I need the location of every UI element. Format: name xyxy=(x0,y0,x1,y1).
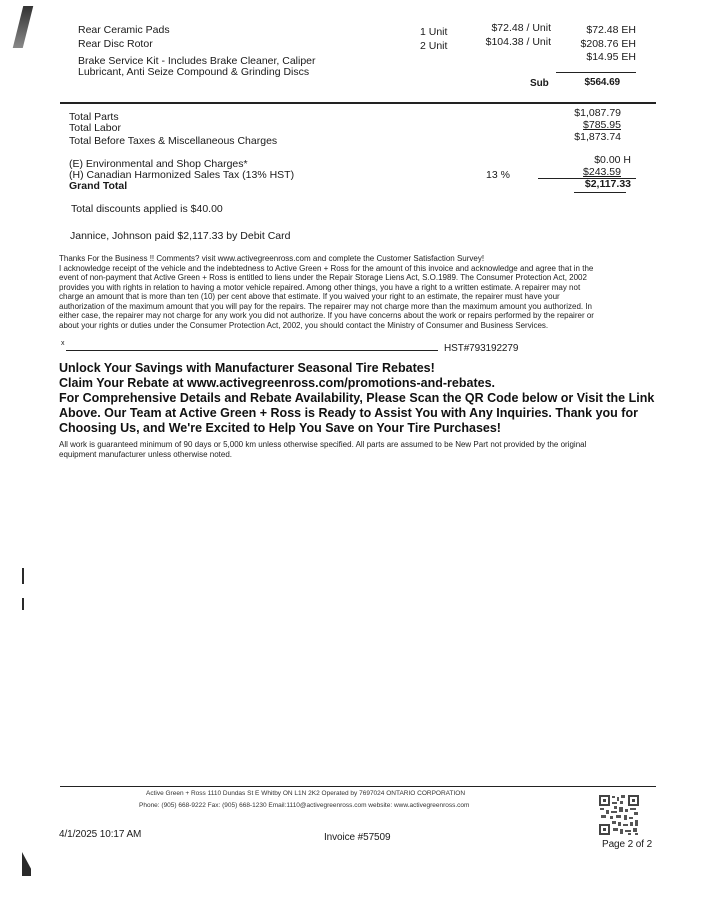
legal-text-block xyxy=(59,254,659,330)
hst-number: HST#793192279 xyxy=(444,343,519,354)
qr-code xyxy=(598,794,640,836)
payment-text: Jannice, Johnson paid $2,117.33 by Debit Card xyxy=(70,230,291,242)
part-description: Brake Service Kit - Includes Brake Cleaner, Caliper xyxy=(78,55,316,67)
total-parts-value: $1,087.79 xyxy=(574,107,621,119)
guarantee-block xyxy=(59,440,659,459)
total-before-taxes-label: Total Before Taxes & Miscellaneous Charges xyxy=(69,135,278,147)
grand-total-value: $2,117.33 xyxy=(584,178,631,190)
guarantee-line: equipment manufacturer unless otherwise noted. xyxy=(59,449,232,459)
promo-line: Above. Our Team at Active Green + Ross is Ready to Assist You with Any Inquiries. Thank you for xyxy=(59,406,638,420)
part-amount: $14.95 EH xyxy=(586,51,636,63)
environmental-charges-value: $0.00 H xyxy=(594,154,631,166)
grand-total-underline xyxy=(574,192,626,193)
hst-label: (H) Canadian Harmonized Sales Tax (13% HST) xyxy=(69,169,295,181)
legal-line: charge an amount that is more than ten (10) per cent above that estimate. If you waived your right to an estimate, the repairer must have your xyxy=(59,292,560,301)
signature-x: x xyxy=(61,340,65,347)
promo-line: Unlock Your Savings with Manufacturer Seasonal Tire Rebates! xyxy=(59,361,435,375)
legal-line: event of non-payment that Active Green + Ross is entitled to liens under the Repair Storage Liens Act, S.O.1989. The Consumer Protection Act, 2002 xyxy=(59,273,587,282)
legal-line: about your rights or duties under the Consumer Protection Act, 2002, you should contact the Ministry of Consumer and Business Services. xyxy=(59,320,549,330)
scan-mark-left-2 xyxy=(22,598,24,610)
legal-line: either case, the repairer may not charge for any work you did not authorize. If you have concerns about the work or repairs performed by the repairer or xyxy=(59,311,594,320)
part-unit-price: $72.48 / Unit xyxy=(491,22,551,34)
subtotal-rule xyxy=(556,72,636,73)
promo-line: Claim Your Rebate at www.activegreenross.com/promotions-and-rebates. xyxy=(59,376,495,390)
scan-mark-top-left xyxy=(13,6,33,48)
legal-line: Thanks For the Business !! Comments? visit www.activegreenross.com and complete the Customer Satisfaction Survey! xyxy=(59,254,485,263)
footer-page-number: Page 2 of 2 xyxy=(602,839,653,850)
scan-mark-bottom-left xyxy=(22,852,31,876)
part-description-continued: Lubricant, Anti Seize Compound & Grinding Discs xyxy=(78,66,310,78)
footer-contact: Phone: (905) 668-9222 Fax: (905) 668-1230 Email:1110@activegreenross.com website: www.activegreenross.com xyxy=(139,802,470,809)
subtotal-value: $564.69 xyxy=(584,77,620,88)
footer-divider xyxy=(60,786,656,787)
promo-line: For Comprehensive Details and Rebate Availability, Please Scan the QR Code below or Visit the Link xyxy=(59,391,655,405)
total-labor-label: Total Labor xyxy=(69,122,121,134)
hst-rate: 13 % xyxy=(486,169,510,181)
total-before-taxes-value: $1,873.74 xyxy=(574,131,621,143)
part-unit-price: $104.38 / Unit xyxy=(485,36,551,48)
scan-mark-left-1 xyxy=(22,568,24,584)
promo-line: Choosing Us, and We're Excited to Help You Save on Your Tire Purchases! xyxy=(59,421,501,435)
footer-invoice-number: Invoice #57509 xyxy=(324,832,391,843)
grand-total-label: Grand Total xyxy=(69,180,128,192)
part-amount: $208.76 EH xyxy=(580,38,636,50)
hst-value: $243.59 xyxy=(583,166,621,178)
guarantee-line: All work is guaranteed minimum of 90 days or 5,000 km unless otherwise specified. All parts are assumed to be New Part not provided by the original xyxy=(59,440,587,449)
total-parts-label: Total Parts xyxy=(69,111,119,123)
environmental-charges-label: (E) Environmental and Shop Charges* xyxy=(69,158,248,170)
footer-datetime: 4/1/2025 10:17 AM xyxy=(59,829,142,840)
part-description: Rear Ceramic Pads xyxy=(78,24,170,36)
section-divider xyxy=(60,102,656,104)
promo-block xyxy=(59,361,679,436)
part-amount: $72.48 EH xyxy=(586,24,636,36)
legal-line: I acknowledge receipt of the vehicle and the indebtedness to Active Green + Ross for the amount of this invoice and acknowledge and agree that in the xyxy=(59,263,594,273)
footer-address: Active Green + Ross 1110 Dundas St E Whitby ON L1N 2K2 Operated by 7697024 ONTARIO CORPORATION xyxy=(146,790,466,797)
subtotal-label: Sub xyxy=(530,78,549,89)
discounts-text: Total discounts applied is $40.00 xyxy=(71,203,223,215)
legal-line: provides you with rights in relation to having a motor vehicle repaired. Among other things, you have a right to a written estimate. A repairer may not xyxy=(59,282,581,292)
part-qty: 2 Unit xyxy=(420,40,448,52)
part-qty: 1 Unit xyxy=(420,26,448,38)
part-description: Rear Disc Rotor xyxy=(78,38,153,50)
signature-line xyxy=(66,350,438,351)
qr-code-icon xyxy=(598,794,640,836)
total-labor-value: $785.95 xyxy=(583,119,621,131)
legal-line: authorization of the maximum amount that you will pay for the repairs. The repairer may not charge more than the maximum amount you authorized. In xyxy=(59,301,593,311)
